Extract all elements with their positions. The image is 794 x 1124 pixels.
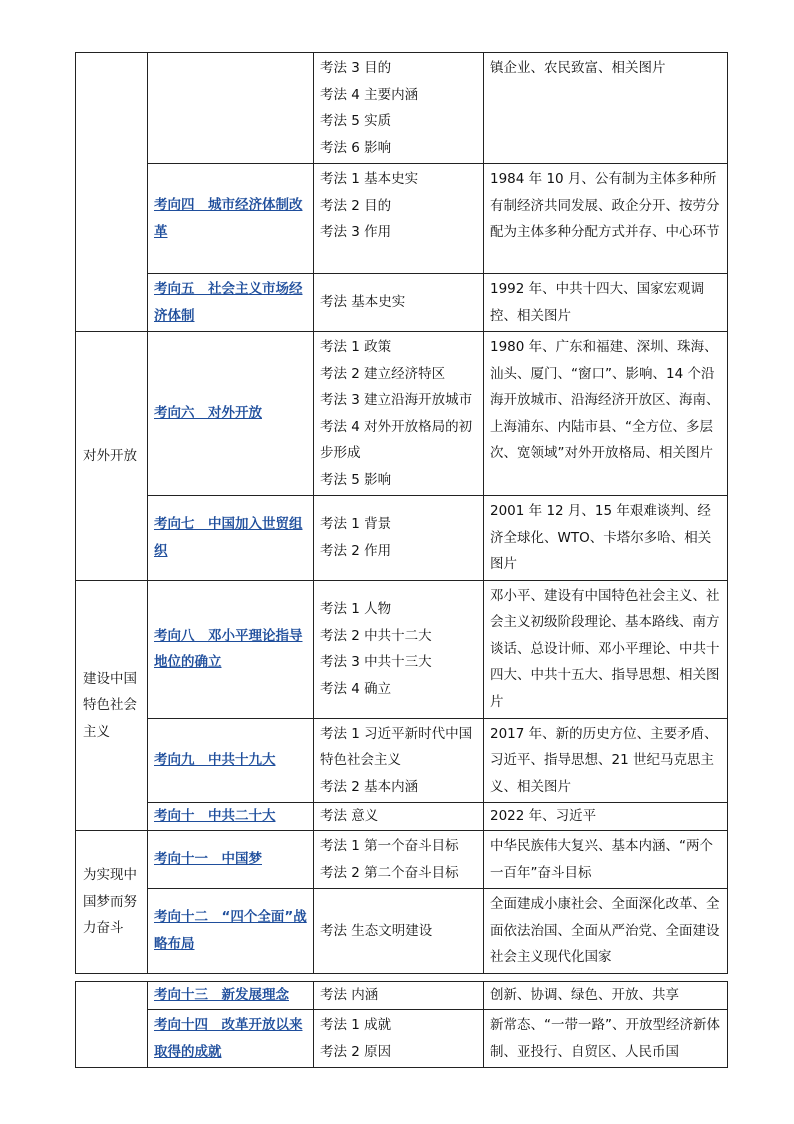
keywords-cell: 中华民族伟大复兴、基本内涵、“两个一百年”奋斗目标 — [484, 831, 728, 889]
method-line: 考法 3 中共十三大 — [320, 654, 432, 670]
method-line: 考法 2 建立经济特区 — [320, 365, 446, 382]
keywords-cell: 1992 年、中共十四大、国家宏观调控、相关图片 — [484, 274, 728, 332]
direction-cell — [148, 53, 314, 164]
methods-cell — [314, 53, 484, 164]
direction-link[interactable]: 考向十二 “四个全面”战略布局 — [148, 889, 314, 974]
table-row — [76, 580, 728, 718]
topic-cell: 对外开放 — [76, 332, 148, 581]
method-line: 考法 5 实质 — [320, 113, 392, 129]
method-line: 考法 1 人物 — [320, 601, 392, 617]
keywords-cell: 2001 年 12 月、15 年艰难谈判、经济全球化、WTO、卡塔尔多哈、相关图片 — [484, 496, 728, 581]
methods-cell — [314, 164, 484, 274]
direction-link[interactable]: 考向六 对外开放 — [148, 332, 314, 496]
method-line: 考法 4 确立 — [320, 680, 392, 697]
direction-link[interactable]: 考向七 中国加入世贸组织 — [148, 496, 314, 581]
method-line: 考法 内涵 — [320, 987, 379, 1003]
keywords-cell: 邓小平、建设有中国特色社会主义、社会主义初级阶段理论、基本路线、南方谈话、总设计师、邓小平理论、中共十四大、中共十五大、指导思想、相关图片 — [484, 580, 728, 718]
method-line: 考法 4 主要内涵 — [320, 86, 419, 103]
method-line: 考法 6 影响 — [320, 139, 392, 156]
methods-cell — [314, 982, 484, 1010]
method-line: 考法 1 政策 — [320, 339, 392, 355]
methods-cell — [314, 831, 484, 889]
table-row — [76, 718, 728, 803]
method-line: 考法 1 基本史实 — [320, 171, 419, 187]
methods-cell — [314, 496, 484, 581]
methods-cell — [314, 332, 484, 496]
direction-link[interactable]: 考向十一 中国梦 — [148, 831, 314, 889]
topic-cell — [76, 982, 148, 1068]
method-line: 考法 2 第二个奋斗目标 — [320, 864, 459, 881]
keywords-cell: 镇企业、农民致富、相关图片 — [484, 53, 728, 164]
direction-link[interactable]: 考向四 城市经济体制改革 — [148, 164, 314, 274]
direction-link[interactable]: 考向九 中共十九大 — [148, 718, 314, 803]
table-row — [76, 274, 728, 332]
table-row — [76, 1010, 728, 1068]
direction-link[interactable]: 考向八 邓小平理论指导地位的确立 — [148, 580, 314, 718]
topic-cell: 建设中国特色社会主义 — [76, 580, 148, 831]
methods-cell — [314, 718, 484, 803]
keywords-cell: 全面建成小康社会、全面深化改革、全面依法治国、全面从严治党、全面建设社会主义现代化国家 — [484, 889, 728, 974]
method-line: 考法 2 作用 — [320, 542, 392, 559]
exam-points-table — [75, 52, 728, 974]
methods-cell — [314, 889, 484, 974]
method-line: 考法 2 中共十二大 — [320, 627, 432, 644]
keywords-cell: 1984 年 10 月、公有制为主体多种所有制经济共同发展、政企分开、按劳分配为主体多种分配方式并存、中心环节 — [484, 164, 728, 274]
topic-cell: 为实现中国梦而努力奋斗 — [76, 831, 148, 974]
methods-cell — [314, 580, 484, 718]
method-line: 考法 1 第一个奋斗目标 — [320, 838, 459, 854]
method-line: 考法 2 原因 — [320, 1043, 392, 1060]
table-row — [76, 831, 728, 889]
keywords-cell: 创新、协调、绿色、开放、共享 — [484, 982, 728, 1010]
method-line: 考法 4 对外开放格局的初步形成 — [320, 418, 473, 461]
table-row — [76, 982, 728, 1010]
exam-points-table-continued — [75, 981, 728, 1068]
topic-cell — [76, 53, 148, 332]
method-line: 考法 3 目的 — [320, 60, 392, 76]
direction-link[interactable]: 考向十 中共二十大 — [148, 803, 314, 831]
method-line: 考法 1 成就 — [320, 1017, 392, 1033]
keywords-cell: 新常态、“一带一路”、开放型经济新体制、亚投行、自贸区、人民币国 — [484, 1010, 728, 1068]
table-row — [76, 496, 728, 581]
table-row — [76, 803, 728, 831]
keywords-cell: 2017 年、新的历史方位、主要矛盾、习近平、指导思想、21 世纪马克思主义、相关图片 — [484, 718, 728, 803]
method-line: 考法 生态文明建设 — [320, 922, 433, 939]
method-line: 考法 意义 — [320, 808, 379, 824]
keywords-cell: 2022 年、习近平 — [484, 803, 728, 831]
methods-cell — [314, 274, 484, 332]
method-line: 考法 2 目的 — [320, 197, 392, 214]
method-line: 考法 5 影响 — [320, 471, 392, 488]
method-line: 考法 1 习近平新时代中国特色社会主义 — [320, 725, 473, 768]
table-row — [76, 53, 728, 164]
table-row — [76, 889, 728, 974]
table-row — [76, 164, 728, 274]
direction-link[interactable]: 考向五 社会主义市场经济体制 — [148, 274, 314, 332]
method-line: 考法 1 背景 — [320, 516, 392, 533]
method-line: 考法 3 建立沿海开放城市 — [320, 392, 473, 408]
methods-cell — [314, 1010, 484, 1068]
method-line: 考法 2 基本内涵 — [320, 778, 419, 795]
methods-cell — [314, 803, 484, 831]
table-row — [76, 332, 728, 496]
direction-link[interactable]: 考向十四 改革开放以来取得的成就 — [148, 1010, 314, 1068]
direction-link[interactable]: 考向十三 新发展理念 — [148, 982, 314, 1010]
method-line: 考法 基本史实 — [320, 294, 406, 311]
keywords-cell: 1980 年、广东和福建、深圳、珠海、汕头、厦门、“窗口”、影响、14 个沿海开放城市、沿海经济开放区、海南、上海浦东、内陆市县、“全方位、多层次、宽领域”对外开放格局、相关图片 — [484, 332, 728, 496]
method-line: 考法 3 作用 — [320, 224, 392, 240]
